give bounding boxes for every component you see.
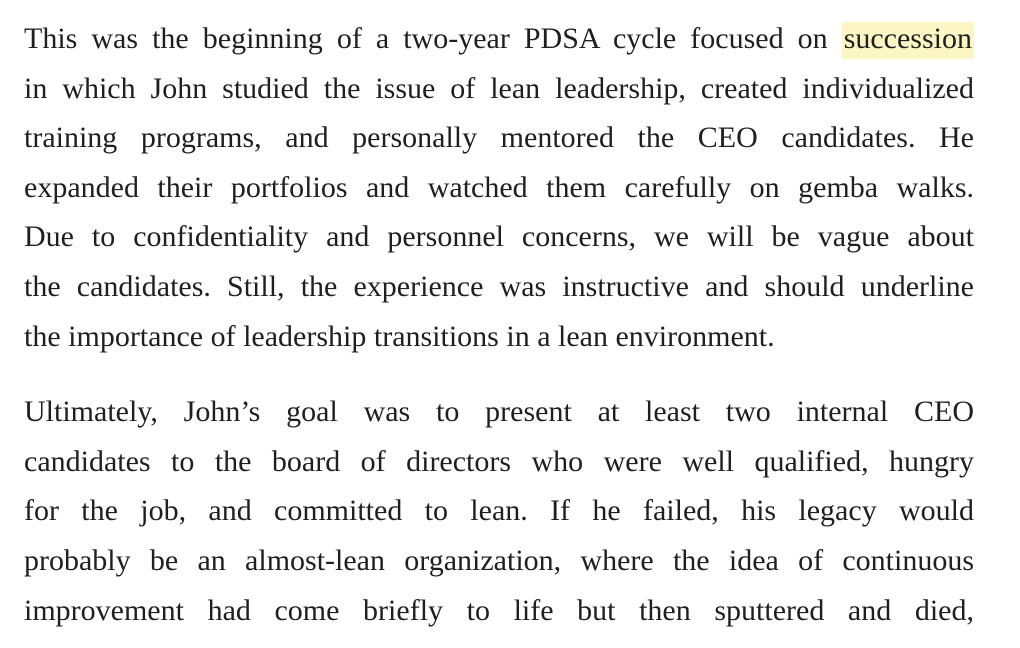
text-line: probably be an almost-lean organization, where the idea of continuous bbox=[24, 543, 974, 577]
text-line bbox=[24, 14, 974, 64]
text-line: in which John studied the issue of lean leadership, created individualized bbox=[24, 71, 974, 105]
text-line: the candidates. Still, the experience was instructive and should underline bbox=[24, 269, 974, 303]
text-line: the importance of leadership transitions in a lean environment. bbox=[24, 319, 775, 353]
text-line: candidates to the board of directors who were well qualified, hungry bbox=[24, 444, 974, 478]
text-line: for the job, and committed to lean. If he failed, his legacy would bbox=[24, 494, 974, 528]
text-line: Ultimately, John’s goal was to present at least two internal CEO bbox=[24, 395, 974, 429]
paragraph-spacer bbox=[24, 361, 974, 387]
paragraph-1 bbox=[24, 14, 974, 361]
text-line: Due to confidentiality and personnel concerns, we will be vague about bbox=[24, 220, 974, 254]
line-text: This was the beginning of a two-year PDSA cycle focused on bbox=[24, 22, 842, 55]
highlighted-word[interactable]: succession bbox=[842, 22, 974, 59]
text-line: training programs, and personally mentored the CEO candidates. He bbox=[24, 121, 974, 155]
text-line: improvement had come briefly to life but then sputtered and died, bbox=[24, 593, 974, 627]
text-line: expanded their portfolios and watched them carefully on gemba walks. bbox=[24, 170, 974, 204]
paragraph-2 bbox=[24, 387, 974, 635]
